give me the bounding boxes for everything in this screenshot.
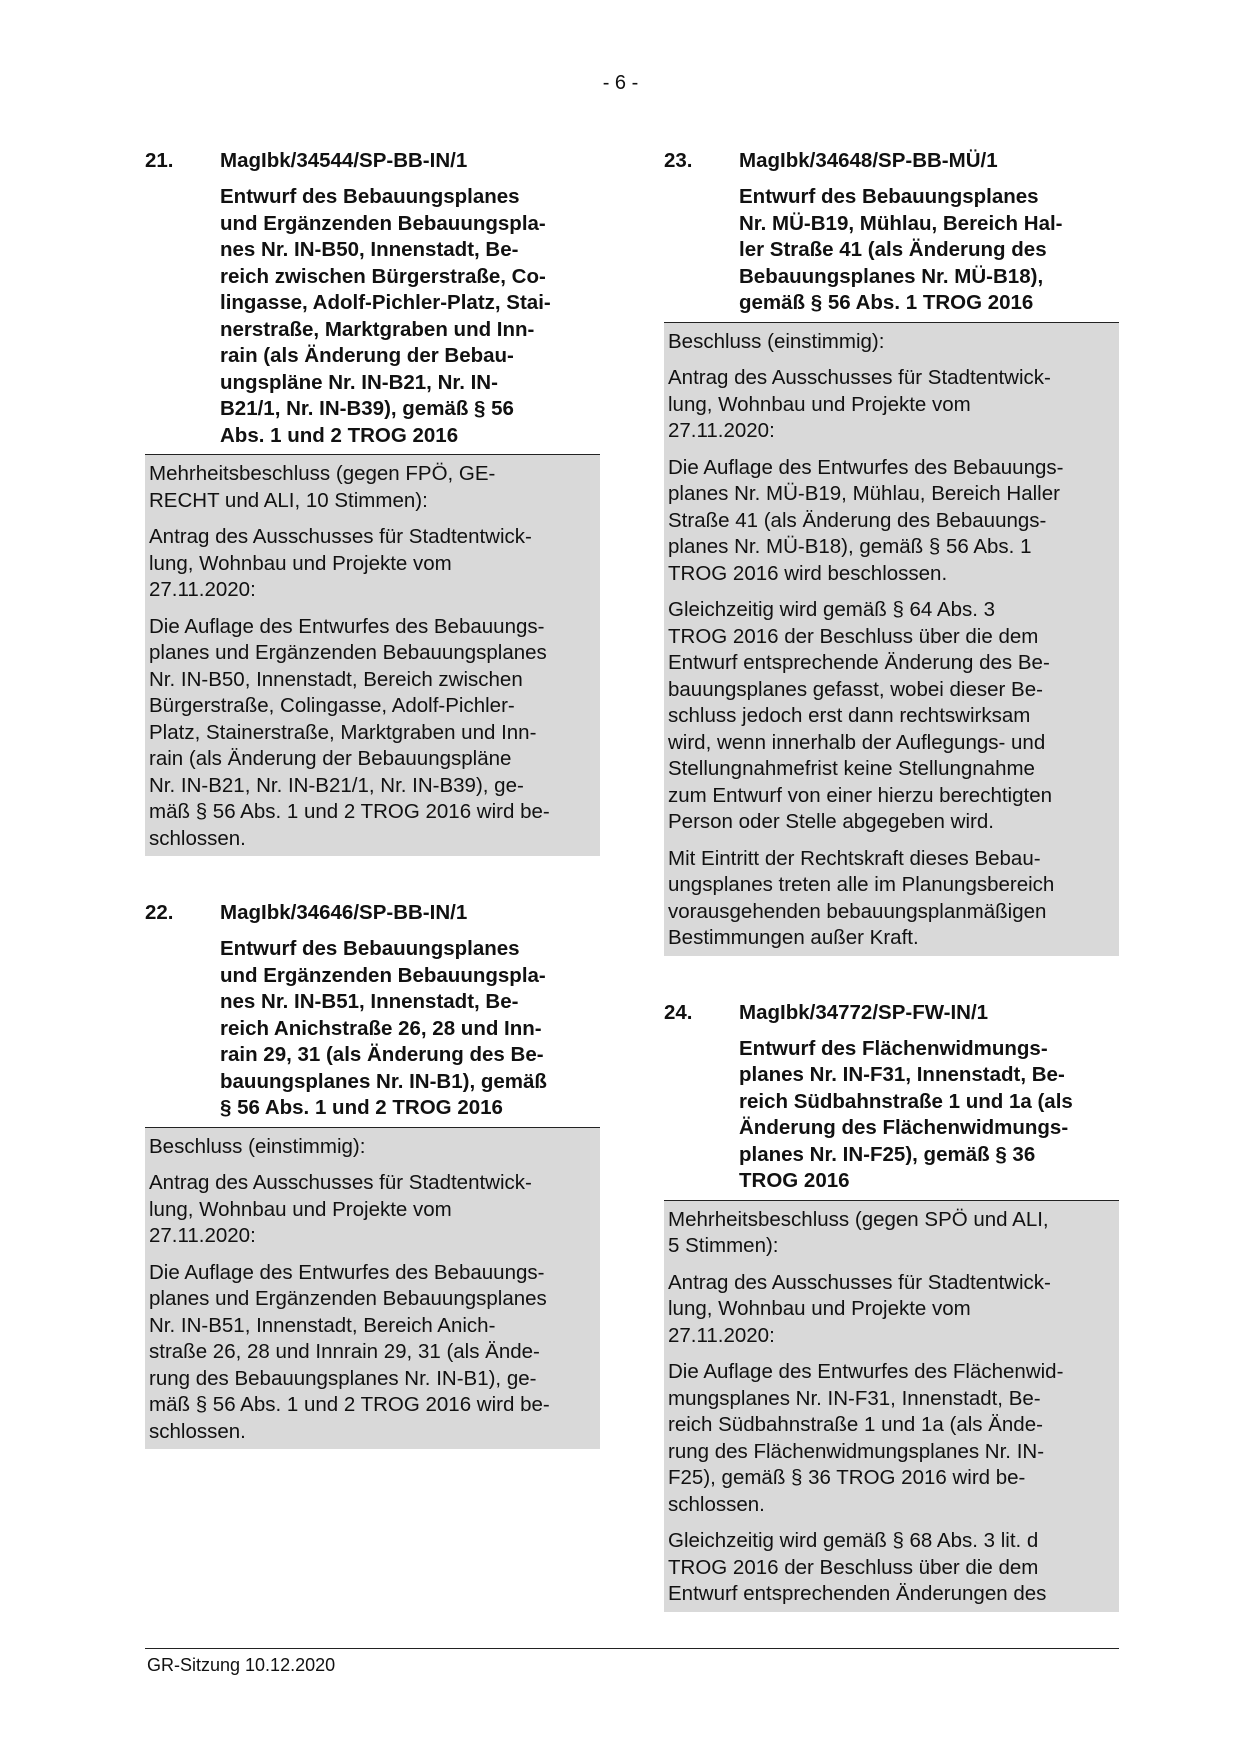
item-reference: MagIbk/34544/SP-BB-IN/1 [220,149,468,172]
agenda-item-23 [664,148,1119,956]
footer-divider [145,1648,1119,1649]
item-heading [145,900,600,926]
decision-box [664,323,1119,956]
left-column [145,148,600,1493]
decision-text-simultaneous: Gleichzeitig wird gemäß § 68 Abs. 3 lit. d TROG 2016 der Beschluss über die dem Entwurf entsprechenden Änderungen des [668,1529,1047,1605]
item-heading [664,148,1119,174]
right-column [664,148,1119,1656]
decision-type: Beschluss (einstimmig): [668,329,885,353]
item-number: 24. [664,1000,693,1024]
decision-text-simultaneous: Gleichzeitig wird gemäß § 64 Abs. 3 TROG 2016 der Beschluss über die dem Entwurf entsprechende Änderung des Be- bauungsplanes gefasst, wobei dieser Be- schluss jedoch erst dann rechtswirksam wird, wenn innerhalb der Auflegungs- und Stellungnahmefrist keine Stellungnahme zum Entwurf von einer hierzu berechtigten Person oder Stelle abgegeben wird. [668,598,1053,833]
agenda-item-22 [145,900,600,1449]
agenda-item-21 [145,148,600,856]
decision-text: Die Auflage des Entwurfes des Flächenwid- mungsplanes Nr. IN-F31, Innenstadt, Be- reich Südbahnstraße 1 und 1a (als Ände- rung des Flächenwidmungsplanes Nr. IN- F25), gemäß § 36 TROG 2016 wird be- schlossen. [668,1360,1064,1516]
motion-source: Antrag des Ausschusses für Stadtentwick- lung, Wohnbau und Projekte vom 27.11.2020: [668,1270,1051,1347]
item-title: Entwurf des Bebauungsplanes und Ergänzenden Bebauungspla- nes Nr. IN-B51, Innenstadt, Be- reich Anichstraße 26, 28 und Inn- rain 29, 31 (als Änderung des Be- bauungsplanes Nr. IN-B1), gemäß § 56 Abs. 1 und 2 TROG 2016 [220,937,547,1119]
motion-source: Antrag des Ausschusses für Stadtentwick- lung, Wohnbau und Projekte vom 27.11.2020: [668,366,1051,442]
decision-box [145,455,600,856]
decision-text: Die Auflage des Entwurfes des Bebauungs- planes und Ergänzenden Bebauungsplanes Nr. IN-B51, Innenstadt, Bereich Anich- straße 26, 28 und Innrain 29, 31 (als Ände- rung des Bebauungsplanes Nr. IN-B1), ge- mäß § 56 Abs. 1 und 2 TROG 2016 wird be- schlossen. [149,1260,550,1443]
decision-box [664,1201,1119,1612]
page-number: - 6 - [602,72,639,94]
agenda-item-24 [664,1000,1119,1612]
item-number: 21. [145,149,174,172]
decision-type: Mehrheitsbeschluss (gegen FPÖ, GE- RECHT und ALI, 10 Stimmen): [149,462,496,512]
decision-type: Beschluss (einstimmig): [149,1134,366,1158]
item-reference: MagIbk/34648/SP-BB-MÜ/1 [739,149,998,172]
motion-source: Antrag des Ausschusses für Stadtentwick- lung, Wohnbau und Projekte vom 27.11.2020: [149,525,532,601]
footer-session-label: GR-Sitzung 10.12.2020 [147,1655,336,1675]
item-title: Entwurf des Flächenwidmungs- planes Nr. IN-F31, Innenstadt, Be- reich Südbahnstraße 1 und 1a (als Änderung des Flächenwidmungs- planes Nr. IN-F25), gemäß § 36 TROG 2016 [739,1036,1073,1192]
decision-text: Die Auflage des Entwurfes des Bebauungs- planes Nr. MÜ-B19, Mühlau, Bereich Haller Straße 41 (als Änderung des Bebauungs- planes Nr. MÜ-B18), gemäß § 56 Abs. 1 TROG 2016 wird beschlossen. [668,455,1064,585]
item-reference: MagIbk/34646/SP-BB-IN/1 [220,901,468,924]
decision-text-effect: Mit Eintritt der Rechtskraft dieses Bebau- ungsplanes treten alle im Planungsbereich vorausgehenden bebauungsplanmäßigen Bestimmungen außer Kraft. [668,846,1055,949]
item-title: Entwurf des Bebauungsplanes Nr. MÜ-B19, Mühlau, Bereich Hal- ler Straße 41 (als Änderung des Bebauungsplanes Nr. MÜ-B18), gemäß § 56 Abs. 1 TROG 2016 [739,185,1063,314]
decision-type: Mehrheitsbeschluss (gegen SPÖ und ALI, 5 Stimmen): [668,1207,1049,1257]
decision-text: Die Auflage des Entwurfes des Bebauungs- planes und Ergänzenden Bebauungsplanes Nr. IN-B50, Innenstadt, Bereich zwischen Bürgerstraße, Colingasse, Adolf-Pichler- Platz, Stainerstraße, Marktgraben und Inn- rain (als Änderung der Bebauungspläne Nr. IN-B21, Nr. IN-B21/1, Nr. IN-B39), ge- mäß § 56 Abs. 1 und 2 TROG 2016 wird be- schlossen. [149,614,550,850]
item-reference: MagIbk/34772/SP-FW-IN/1 [739,1000,989,1024]
item-heading [145,148,600,174]
item-number: 22. [145,901,174,924]
decision-box [145,1128,600,1450]
item-number: 23. [664,149,693,172]
motion-source: Antrag des Ausschusses für Stadtentwick- lung, Wohnbau und Projekte vom 27.11.2020: [149,1171,532,1247]
item-heading [664,1000,1119,1026]
item-title: Entwurf des Bebauungsplanes und Ergänzenden Bebauungspla- nes Nr. IN-B50, Innenstadt, Be- reich zwischen Bürgerstraße, Co- lingasse, Adolf-Pichler-Platz, Stai- nerstraße, Marktgraben und Inn- rain (als Änderung der Bebau- ungspläne Nr. IN-B21, Nr. IN- B21/1, Nr. IN-B39), gemäß § 56 Abs. 1 und 2 TROG 2016 [220,185,551,447]
